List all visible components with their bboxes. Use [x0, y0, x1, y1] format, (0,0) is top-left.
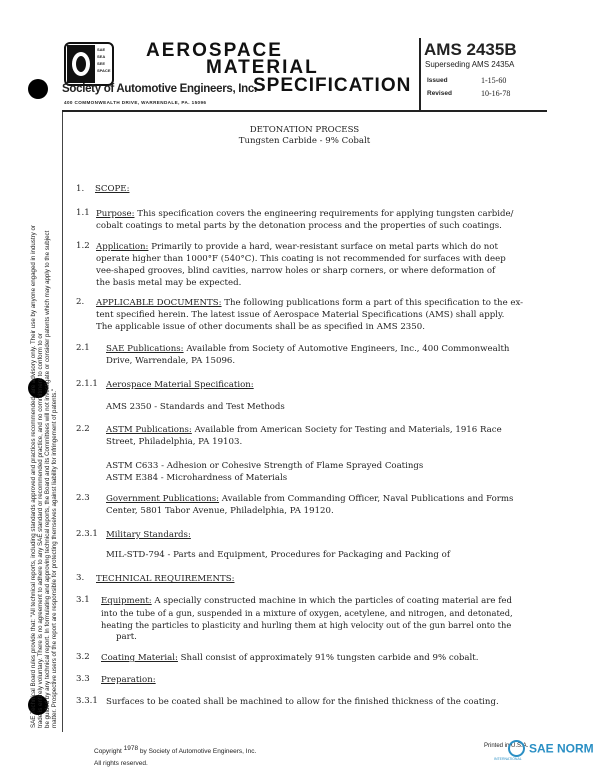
section-3-1-text-b: into the tube of a gun, suspended in a mixture of oxygen, acetylene, and nitrogen, and detonated, — [101, 608, 513, 618]
section-3-3-1-number: 3.3.1 — [76, 696, 98, 706]
section-2-3-1-number: 2.3.1 — [76, 529, 98, 539]
section-1-1-text-a: This specification covers the engineering requirements for applying tungsten carbide/ — [137, 209, 514, 219]
section-2-1-1-item: AMS 2350 - Standards and Test Methods — [106, 402, 285, 412]
sidebar-line-2: trade is entirely voluntary. There is no agreement to adhere to any SAE standard or recommended practice, and no commitment to conform to or — [37, 333, 44, 728]
section-1-2-text-d: the basis metal may be expected. — [96, 278, 242, 288]
section-1-2 — [96, 241, 548, 253]
punch-hole-top — [28, 79, 48, 99]
section-1-2-number: 1.2 — [76, 241, 90, 251]
section-3-3-number: 3.3 — [76, 674, 90, 684]
issued-date: 1-15-60 — [481, 76, 507, 85]
section-2-number: 2. — [76, 297, 85, 307]
society-name: Society of Automotive Engineers, Inc. — [62, 83, 257, 95]
section-1-1-number: 1.1 — [76, 208, 90, 218]
sae-logo — [64, 42, 114, 86]
section-2-2-item-1: ASTM C633 - Adhesion or Cohesive Strength of Flame Sprayed Coatings — [106, 461, 424, 471]
section-1-2-heading: Application: — [96, 242, 149, 252]
copyright-label: Copyright — [94, 748, 122, 755]
section-3-1-text-c: heating the particles to plasticity and hurling them at high velocity out of the gun barrel onto the — [101, 620, 512, 630]
sidebar-line-4: matter. Prospective users of the report are responsible for protecting themselves against liability for infringement of patents." — [51, 388, 58, 728]
section-3-1 — [101, 595, 548, 607]
section-2-1-heading: SAE Publications: — [106, 344, 184, 354]
section-3-3-heading: Preparation: — [101, 675, 156, 685]
section-2-heading: APPLICABLE DOCUMENTS: — [96, 298, 222, 308]
sidebar-line-1: SAE Technical Board rules provide that: "All technical reports, including standards approved and practices recommended, are advisory only. Their use by anyone engaged in industry or — [30, 225, 37, 728]
section-2-1-text-b: Drive, Warrendale, PA 15096. — [106, 356, 236, 366]
section-2-1 — [106, 343, 548, 355]
logo-emblem-icon — [67, 45, 95, 83]
society-address: 400 COMMONWEALTH DRIVE, WARRENDALE, PA. 15096 — [64, 100, 207, 105]
section-3-heading: TECHNICAL REQUIREMENTS: — [96, 574, 235, 584]
section-2-3-number: 2.3 — [76, 493, 90, 503]
section-3-2-number: 3.2 — [76, 652, 90, 662]
section-2-2-text-b: Street, Philadelphia, PA 19103. — [106, 437, 243, 447]
watermark-globe-icon — [508, 740, 525, 757]
section-2-3 — [106, 493, 548, 505]
section-2-3-1-item: MIL-STD-794 - Parts and Equipment, Procedures for Packaging and Packing of — [106, 550, 451, 560]
section-2-3-text-a: Available from Commanding Officer, Naval Publications and Forms — [221, 494, 514, 504]
section-1-1-heading: Purpose: — [96, 209, 135, 219]
section-1-2-text-b: operate higher than 1000°F (540°C). This coating is not recommended for surfaces with deep — [96, 254, 506, 264]
copyright-year: 1978 — [123, 745, 139, 752]
section-1-1-text-b: cobalt coatings to metal parts by the detonation process and the properties of such coatings. — [96, 221, 502, 231]
section-1-title: SCOPE: — [95, 184, 130, 194]
section-1-number: 1. — [76, 184, 85, 194]
section-1-2-text-c: vee-shaped grooves, blind cavities, narrow holes or sharp corners, or where deformation of — [96, 266, 496, 276]
section-1-1 — [96, 208, 548, 220]
section-2-1-number: 2.1 — [76, 343, 90, 353]
watermark-subtext: INTERNATIONAL — [494, 757, 522, 761]
header-rule-bottom — [62, 110, 547, 112]
section-2-1-1-heading: Aerospace Material Specification: — [106, 380, 254, 390]
section-2-2-text-a: Available from American Society for Testing and Materials, 1916 Race — [194, 425, 502, 435]
header-title-material: MATERIAL — [206, 57, 319, 78]
doc-title-line-2: Tungsten Carbide - 9% Cobalt — [238, 136, 371, 146]
section-2-1-1-number: 2.1.1 — [76, 379, 98, 389]
logo-text-2: SEA — [97, 54, 106, 59]
section-2-3-heading: Government Publications: — [106, 494, 220, 504]
doc-title-line-1: DETONATION PROCESS — [249, 125, 360, 135]
section-2 — [96, 297, 548, 309]
section-2-3-text-b: Center, 5801 Tabor Avenue, Philadelphia, PA 19120. — [106, 506, 334, 516]
section-2-1-text-a: Available from Society of Automotive Engineers, Inc., 400 Commonwealth — [186, 344, 510, 354]
section-3-2 — [101, 652, 548, 664]
section-3-2-heading: Coating Material: — [101, 653, 178, 663]
revised-label: Revised — [427, 90, 452, 97]
section-2-2-number: 2.2 — [76, 424, 90, 434]
rights-reserved: All rights reserved. — [94, 760, 148, 767]
section-3-1-number: 3.1 — [76, 595, 90, 605]
copyright-owner: by Society of Automotive Engineers, Inc. — [139, 748, 257, 755]
section-2-2-heading: ASTM Publications: — [106, 425, 192, 435]
section-2-text-b: tent specified herein. The latest issue of Aerospace Material Specifications (AMS) shall apply. — [96, 310, 505, 320]
doc-title — [62, 125, 547, 147]
sidebar-line-3: be guided by any technical report. In formulating and approving technical reports, the Board and its Committees will not investigate or consider patents which may apply to the subject — [44, 230, 51, 728]
logo-text-3: SEE — [97, 61, 106, 66]
printed-in: Printed in U.S.A. — [484, 743, 529, 749]
header-title-aerospace: AEROSPACE — [146, 40, 283, 61]
section-2-2-item-2: ASTM E384 - Microhardness of Materials — [106, 473, 288, 483]
section-3-2-text: Shall consist of approximately 91% tungsten carbide and 9% cobalt. — [180, 653, 479, 663]
logo-text-4: SPACE — [97, 68, 111, 73]
section-1-2-text-a: Primarily to provide a hard, wear-resistant surface on metal parts which do not — [151, 242, 498, 252]
body-rule-left — [62, 112, 63, 732]
doc-number: AMS 2435B — [424, 40, 517, 59]
revised-date: 10-16-78 — [481, 89, 511, 98]
section-3-1-text-a: A specially constructed machine in which the particles of coating material are fed — [154, 596, 512, 606]
section-3-number: 3. — [76, 573, 85, 583]
section-2-2 — [106, 424, 548, 436]
section-3-1-text-d: part. — [116, 632, 137, 642]
header-rule-right — [419, 38, 421, 112]
section-3-1-heading: Equipment: — [101, 596, 152, 606]
superseding: Superseding AMS 2435A — [425, 60, 515, 69]
watermark-text: SAE NORM — [529, 741, 594, 756]
logo-text-1: SAE — [97, 47, 106, 52]
section-2-text-c: The applicable issue of other documents shall be as specified in AMS 2350. — [96, 322, 425, 332]
issued-label: Issued — [427, 77, 448, 84]
header-title-specification: SPECIFICATION — [253, 75, 412, 96]
copyright — [94, 745, 257, 755]
section-2-3-1-heading: Military Standards: — [106, 530, 191, 540]
section-3-3-1-text: Surfaces to be coated shall be machined to allow for the finished thickness of the coating. — [106, 697, 499, 707]
section-2-text-a: The following publications form a part of this specification to the ex- — [224, 298, 524, 308]
